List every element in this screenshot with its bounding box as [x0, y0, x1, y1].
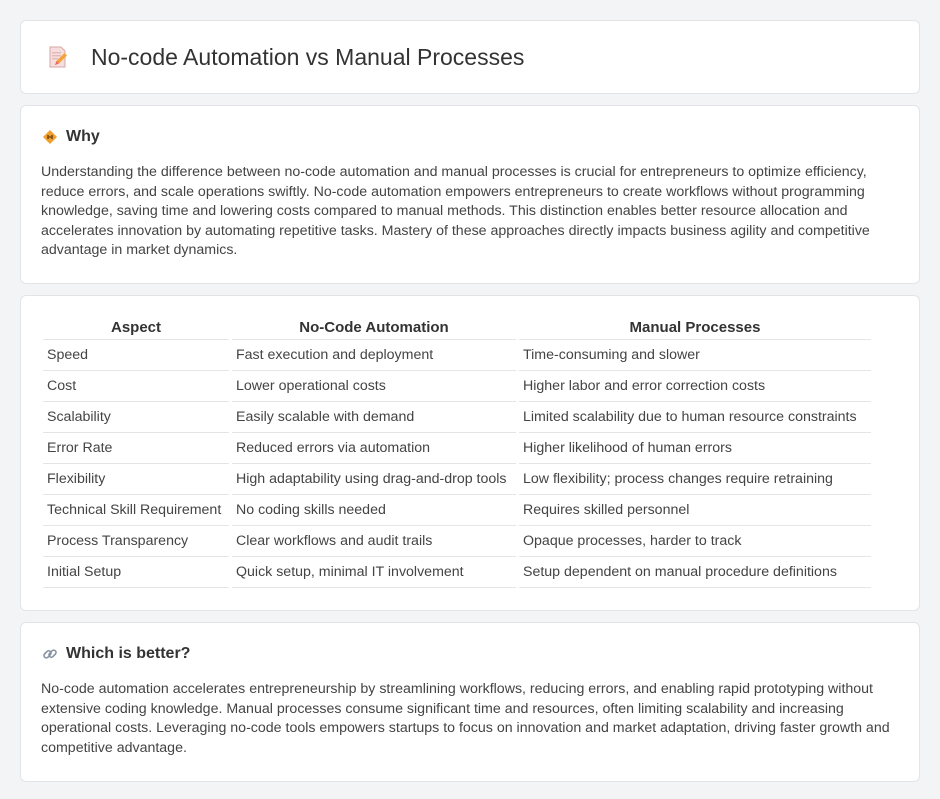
table-header-row — [43, 316, 871, 340]
header-no-code: No-Code Automation — [232, 316, 516, 340]
cell-manual: Time-consuming and slower — [519, 340, 871, 371]
cell-no-code: Lower operational costs — [232, 371, 516, 402]
cell-no-code: Fast execution and deployment — [232, 340, 516, 371]
which-better-heading-label: Which is better? — [66, 645, 191, 662]
cell-no-code: No coding skills needed — [232, 495, 516, 526]
cell-manual: Higher likelihood of human errors — [519, 433, 871, 464]
cell-manual: Low flexibility; process changes require retraining — [519, 464, 871, 495]
link-icon — [41, 645, 59, 663]
cell-manual: Limited scalability due to human resource constraints — [519, 402, 871, 433]
cell-aspect: Speed — [43, 340, 229, 371]
cell-aspect: Flexibility — [43, 464, 229, 495]
pencil-document-icon — [45, 44, 71, 70]
cell-aspect: Scalability — [43, 402, 229, 433]
header-card — [20, 20, 920, 94]
table-row — [43, 526, 871, 557]
table-row — [43, 371, 871, 402]
cell-manual: Higher labor and error correction costs — [519, 371, 871, 402]
table-row — [43, 402, 871, 433]
table-row — [43, 464, 871, 495]
header-manual: Manual Processes — [519, 316, 871, 340]
comparison-table — [40, 316, 874, 588]
cell-no-code: Reduced errors via automation — [232, 433, 516, 464]
which-better-section — [20, 622, 920, 782]
table-row — [43, 433, 871, 464]
which-better-heading — [41, 645, 899, 663]
cell-aspect: Initial Setup — [43, 557, 229, 588]
table-row — [43, 495, 871, 526]
table-row — [43, 557, 871, 588]
which-better-paragraph: No-code automation accelerates entrepreneurship by streamlining workflows, reducing errors, and enabling rapid prototyping without extensive coding knowledge. Manual processes consume significant time and resources, often limiting scalability and increasing operational costs. Leveraging no-code tools empowers startups to focus on innovation and market adaptation, driving faster growth and competitive advantage. — [41, 681, 890, 756]
cell-manual: Opaque processes, harder to track — [519, 526, 871, 557]
cell-manual: Requires skilled personnel — [519, 495, 871, 526]
table-row — [43, 340, 871, 371]
cell-no-code: Quick setup, minimal IT involvement — [232, 557, 516, 588]
why-section — [20, 105, 920, 284]
page-title: No-code Automation vs Manual Processes — [91, 43, 525, 70]
cell-no-code: Clear workflows and audit trails — [232, 526, 516, 557]
header-aspect: Aspect — [43, 316, 229, 340]
shield-diamond-icon — [41, 128, 59, 146]
cell-aspect: Process Transparency — [43, 526, 229, 557]
cell-no-code: Easily scalable with demand — [232, 402, 516, 433]
cell-aspect: Technical Skill Requirement — [43, 495, 229, 526]
cell-manual: Setup dependent on manual procedure definitions — [519, 557, 871, 588]
comparison-table-card — [20, 295, 920, 611]
cell-no-code: High adaptability using drag-and-drop tools — [232, 464, 516, 495]
why-paragraph: Understanding the difference between no-code automation and manual processes is crucial for entrepreneurs to optimize efficiency, reduce errors, and scale operations swiftly. No-code automation empowers entrepreneurs to create workflows without programming knowledge, saving time and lowering costs compared to manual methods. This distinction enables better resource allocation and accelerates innovation by automating repetitive tasks. Mastery of these approaches directly impacts business agility and competitive advantage in market dynamics. — [41, 164, 870, 259]
cell-aspect: Error Rate — [43, 433, 229, 464]
why-heading-label: Why — [66, 128, 100, 145]
cell-aspect: Cost — [43, 371, 229, 402]
why-heading — [41, 128, 899, 146]
